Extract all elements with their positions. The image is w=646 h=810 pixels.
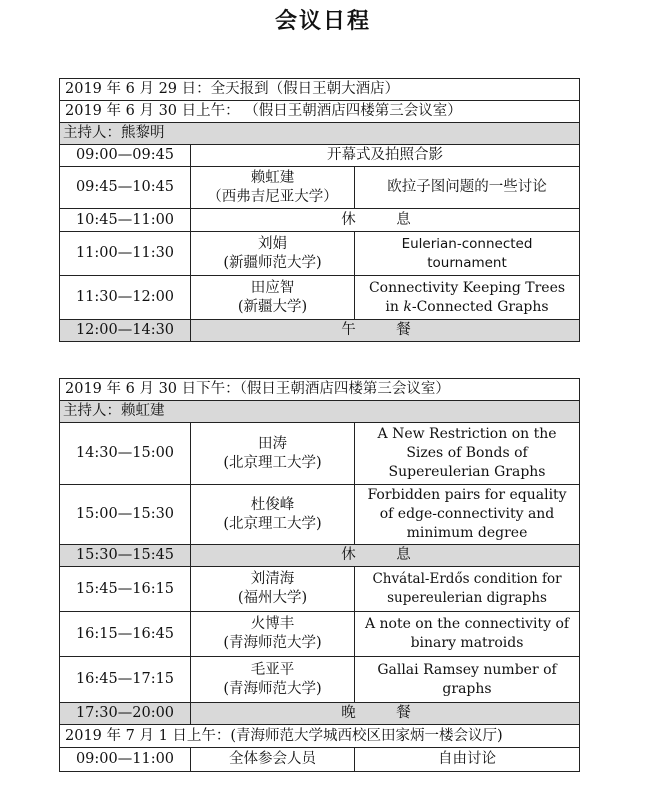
speaker-name: 毛亚平 xyxy=(250,661,295,678)
time-cell: 12:00—14:30 xyxy=(60,320,191,342)
time-cell: 11:30—12:00 xyxy=(60,276,191,320)
event-cell: 自由讨论 xyxy=(355,748,580,772)
speaker-affiliation: (北京理工大学) xyxy=(223,515,322,532)
speaker-name: 赖虹建 xyxy=(250,169,295,186)
talk-title-line: A New Restriction on the xyxy=(377,426,557,442)
speaker-cell xyxy=(191,167,355,209)
speaker-cell xyxy=(191,276,355,320)
session-header-row xyxy=(60,379,580,401)
talk-title-line: binary matroids xyxy=(410,635,524,651)
meal-cell: 晚 餐 xyxy=(191,703,580,725)
afternoon-host: 主持人：赖虹建 xyxy=(60,401,580,423)
time-cell: 14:30—15:00 xyxy=(60,423,191,485)
talk-title-line: 欧拉子图问题的一些讨论 xyxy=(387,179,547,195)
talk-title-line: Connectivity Keeping Trees xyxy=(368,279,566,296)
table-row xyxy=(60,545,580,567)
talk-title-cell xyxy=(355,657,580,703)
speaker-affiliation: (青海师范大学) xyxy=(223,680,322,697)
time-cell: 15:30—15:45 xyxy=(60,545,191,567)
talk-title-cell xyxy=(355,485,580,545)
speaker-cell xyxy=(191,232,355,276)
talk-title-line: Forbidden pairs for equality xyxy=(367,487,567,503)
table-row xyxy=(60,209,580,232)
speaker-affiliation: (青海师范大学) xyxy=(223,635,322,651)
talk-title-cell xyxy=(355,567,580,612)
talk-title-line: tournament xyxy=(427,254,507,271)
talk-title-line: minimum degree xyxy=(406,525,528,541)
speaker-affiliation: (新疆师范大学) xyxy=(223,254,322,271)
time-cell: 15:00—15:30 xyxy=(60,485,191,545)
time-cell: 09:45—10:45 xyxy=(60,167,191,209)
speaker-cell xyxy=(191,612,355,657)
host-row xyxy=(60,123,580,145)
talk-title-line: Eulerian-connected xyxy=(401,235,533,252)
speaker-affiliation: (新疆大学) xyxy=(237,298,308,315)
time-cell: 11:00—11:30 xyxy=(60,232,191,276)
july-session-header: 2019 年 7 月 1 日上午：(青海师范大学城西校区田家炳一楼会议厅) xyxy=(60,725,580,748)
break-cell: 休 息 xyxy=(191,545,580,567)
talk-title-cell xyxy=(355,612,580,657)
time-cell: 09:00—11:00 xyxy=(60,748,191,772)
talk-title-line: graphs xyxy=(442,680,492,697)
talk-title-cell xyxy=(355,276,580,320)
table-row xyxy=(60,145,580,167)
talk-title-cell xyxy=(355,232,580,276)
table-row xyxy=(60,167,580,209)
table-row xyxy=(60,612,580,657)
time-cell: 10:45—11:00 xyxy=(60,209,191,232)
talk-title-cell xyxy=(355,167,580,209)
time-cell: 15:45—16:15 xyxy=(60,567,191,612)
afternoon-schedule-table xyxy=(59,378,580,772)
time-cell: 16:45—17:15 xyxy=(60,657,191,703)
table-row xyxy=(60,232,580,276)
participants-cell: 全体参会人员 xyxy=(191,748,355,772)
speaker-cell xyxy=(191,485,355,545)
time-cell: 17:30—20:00 xyxy=(60,703,191,725)
day-header-row xyxy=(60,725,580,748)
talk-title-line: Sizes of Bonds of xyxy=(406,445,528,461)
speaker-affiliation: （西弗吉尼亚大学） xyxy=(207,188,338,205)
table-row xyxy=(60,320,580,342)
table-row xyxy=(60,703,580,725)
talk-title-line: A note on the connectivity of xyxy=(364,616,570,632)
speaker-affiliation: (福州大学) xyxy=(237,590,308,606)
talk-title-line: Chvátal-Erdős condition for xyxy=(372,571,562,587)
speaker-affiliation: (北京理工大学) xyxy=(223,454,322,471)
speaker-cell xyxy=(191,567,355,612)
meal-cell: 午 餐 xyxy=(191,320,580,342)
talk-title-line: supereulerian digraphs xyxy=(387,590,547,606)
session-header-row xyxy=(60,101,580,123)
registration-header: 2019 年 6 月 29 日：全天报到（假日王朝大酒店） xyxy=(60,79,580,101)
table-row xyxy=(60,748,580,772)
speaker-name: 刘清海 xyxy=(250,571,295,587)
talk-title-line: Supereulerian Graphs xyxy=(388,464,546,480)
table-row xyxy=(60,276,580,320)
table-row xyxy=(60,567,580,612)
event-cell: 开幕式及拍照合影 xyxy=(191,145,580,167)
speaker-name: 田应智 xyxy=(250,279,295,296)
morning-session-header: 2019 年 6 月 30 日上午： （假日王朝酒店四楼第三会议室） xyxy=(60,101,580,123)
speaker-cell xyxy=(191,657,355,703)
talk-title-line xyxy=(355,298,579,317)
time-cell: 16:15—16:45 xyxy=(60,612,191,657)
speaker-name: 刘娟 xyxy=(258,235,287,252)
table-row xyxy=(60,485,580,545)
morning-schedule-table xyxy=(59,78,580,342)
title-suffix: -Connected Graphs xyxy=(411,298,549,315)
break-cell: 休 息 xyxy=(191,209,580,232)
title-prefix: in xyxy=(385,298,404,315)
talk-title-cell xyxy=(355,423,580,485)
speaker-cell xyxy=(191,423,355,485)
title-italic: k xyxy=(403,298,412,315)
page-title: 会议日程 xyxy=(274,9,371,34)
morning-host: 主持人：熊黎明 xyxy=(60,123,580,145)
afternoon-session-header: 2019 年 6 月 30 日下午：（假日王朝酒店四楼第三会议室） xyxy=(60,379,580,401)
table-row xyxy=(60,423,580,485)
talk-title-line: Gallai Ramsey number of xyxy=(377,661,557,678)
talk-title-line: of edge-connectivity and xyxy=(379,506,555,522)
speaker-name: 火博丰 xyxy=(250,616,295,632)
host-row xyxy=(60,401,580,423)
day-header-row xyxy=(60,79,580,101)
table-row xyxy=(60,657,580,703)
speaker-name: 田涛 xyxy=(258,435,287,452)
time-cell: 09:00—09:45 xyxy=(60,145,191,167)
speaker-name: 杜俊峰 xyxy=(250,496,295,513)
